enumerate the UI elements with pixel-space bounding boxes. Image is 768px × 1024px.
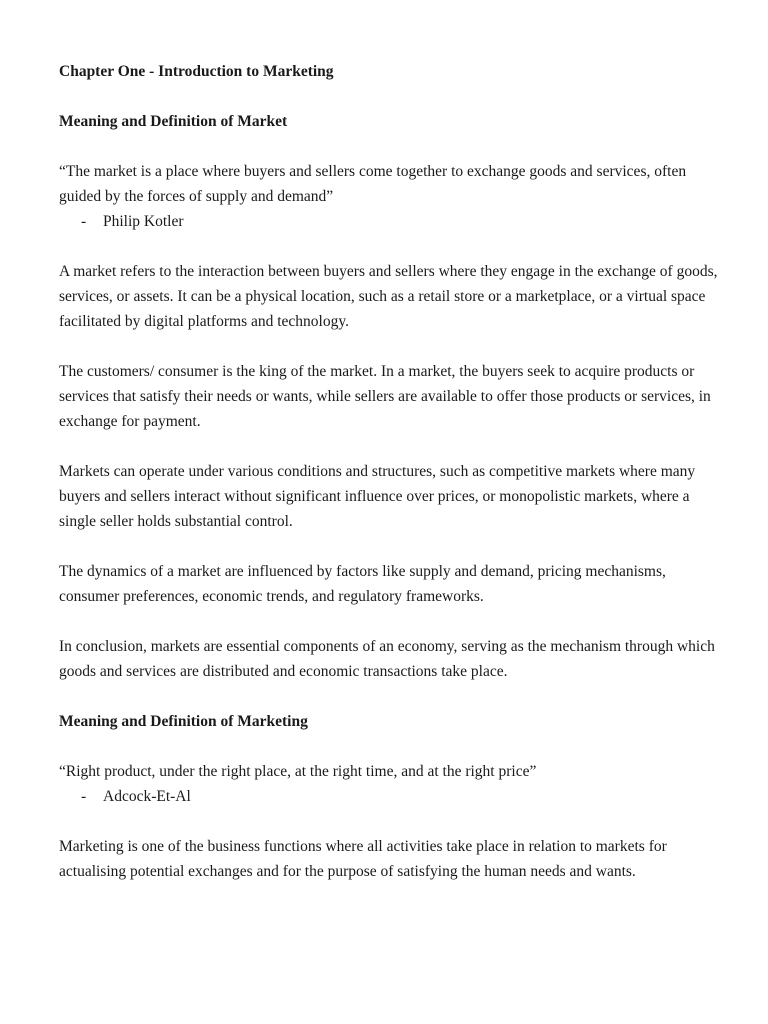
quote-market-line-1: “The market is a place where buyers and sellers come together to exchange goods and services, often (59, 163, 687, 180)
chapter-title: Chapter One - Introduction to Marketing (59, 63, 334, 80)
section-heading-marketing: Meaning and Definition of Marketing (59, 713, 308, 730)
paragraph-market-3: Markets can operate under various conditions and structures, such as competitive markets where many buyers and sellers interact without significant influence over prices, or monopolistic markets, where a single seller holds substantial control. (59, 463, 696, 530)
paragraph-marketing-1: Marketing is one of the business functions where all activities take place in relation to markets for actualising potential exchanges and for the purpose of satisfying the human needs and wants. (59, 838, 667, 880)
quote-attribution-kotler (59, 209, 719, 234)
attribution-name: Philip Kotler (103, 213, 184, 230)
attribution-dash: - (81, 788, 87, 805)
quote-market-line-2: guided by the forces of supply and demand” (59, 188, 334, 205)
paragraph-market-5: In conclusion, markets are essential components of an economy, serving as the mechanism through which goods and services are distributed and economic transactions take place. (59, 638, 715, 680)
paragraph-market-4: The dynamics of a market are influenced by factors like supply and demand, pricing mechanisms, consumer preferences, economic trends, and regulatory frameworks. (59, 563, 666, 605)
paragraph-market-1: A market refers to the interaction between buyers and sellers where they engage in the exchange of goods, services, or assets. It can be a physical location, such as a retail store or a marketplace, or a virtual space facilitated by digital platforms and technology. (59, 263, 718, 330)
attribution-dash: - (81, 213, 87, 230)
quote-attribution-adcock (59, 784, 719, 809)
section-heading-market: Meaning and Definition of Market (59, 113, 288, 130)
attribution-name: Adcock-Et-Al (103, 788, 191, 805)
document-body (59, 59, 719, 884)
paragraph-market-2: The customers/ consumer is the king of the market. In a market, the buyers seek to acquire products or services that satisfy their needs or wants, while sellers are available to offer those products or services, in exchange for payment. (59, 363, 711, 430)
quote-marketing: “Right product, under the right place, at the right time, and at the right price” (59, 763, 537, 780)
